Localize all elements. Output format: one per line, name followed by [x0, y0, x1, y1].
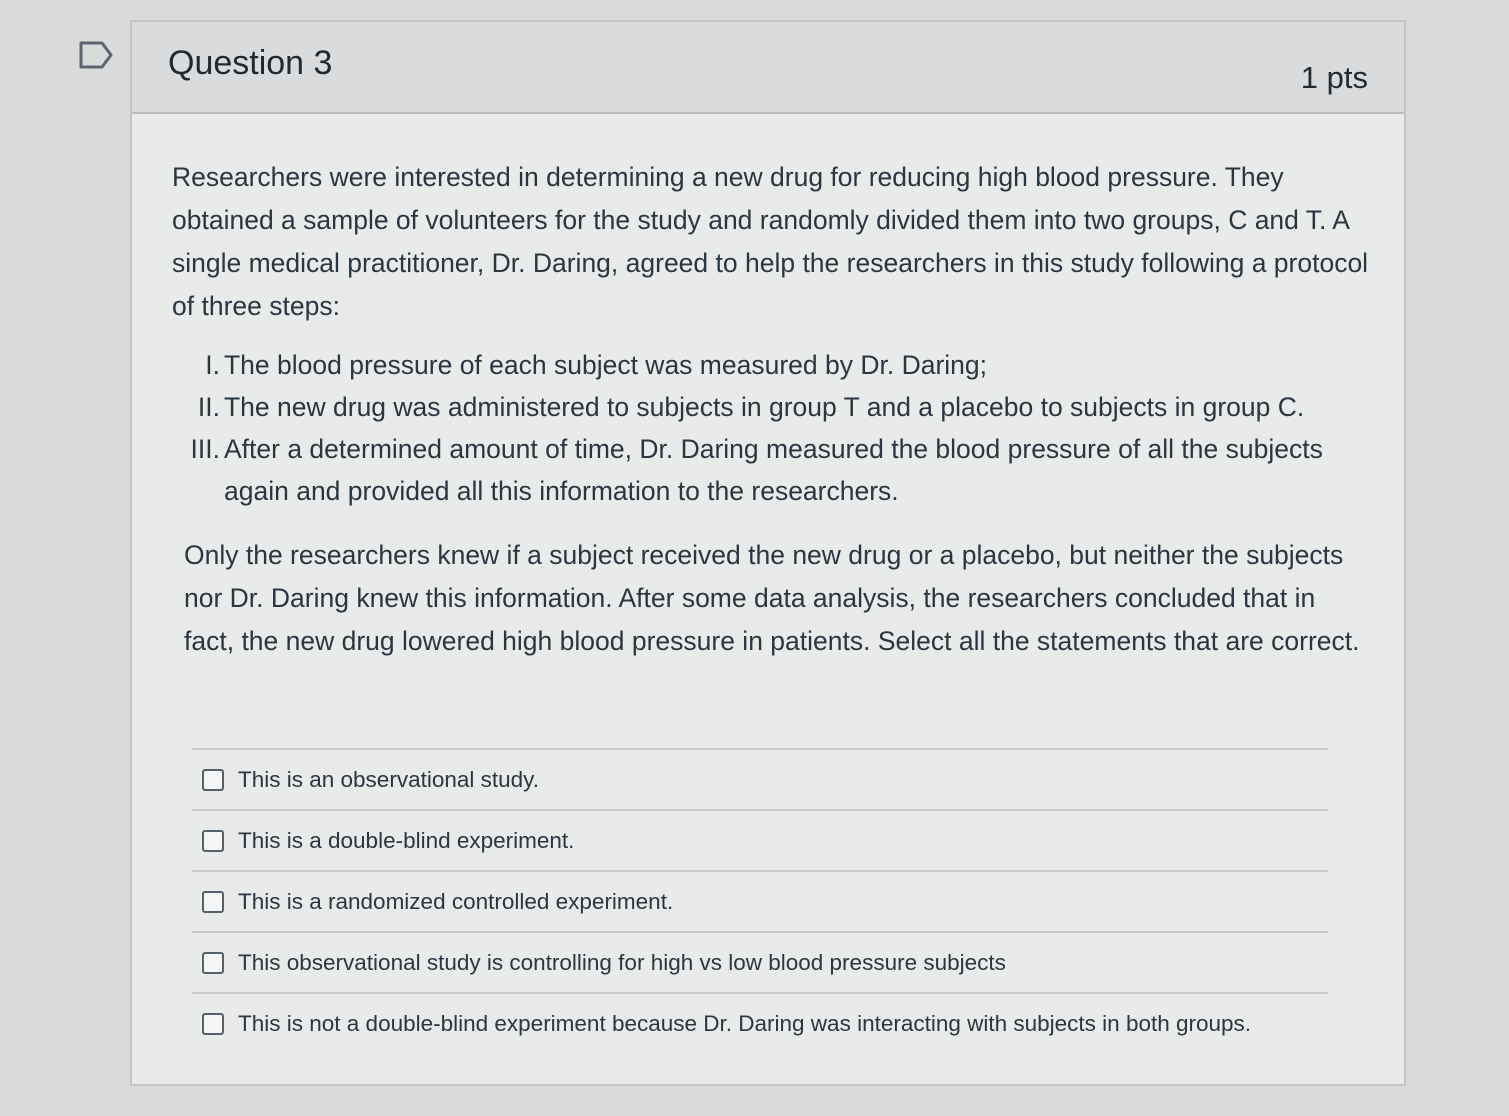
answer-checkbox[interactable] — [202, 891, 224, 913]
question-paragraph-intro: Researchers were interested in determining a new drug for reducing high blood pressure. They obtained a sample of volunteers for the study and randomly divided them into two groups, C and T. A single medical practitioner, Dr. Daring, agreed to help the researchers in this study following a protocol of three steps: — [172, 162, 1369, 321]
answer-option[interactable] — [192, 748, 1328, 809]
question-paragraph-conclusion: Only the researchers knew if a subject received the new drug or a placebo, but neither the subjects nor Dr. Daring knew this information. After some data analysis, the researchers concluded that in fact, the new drug lowered high blood pressure in patients. Select all the statements that are correct. — [184, 540, 1360, 656]
question-title: Question 3 — [168, 44, 333, 82]
answer-checkbox[interactable] — [202, 830, 224, 852]
answer-label[interactable]: This is not a double-blind experiment because Dr. Daring was interacting with subjects in both groups. — [238, 1010, 1252, 1036]
step-text: The new drug was administered to subjects in group T and a placebo to subjects in group C. — [224, 392, 1305, 422]
answer-checkbox[interactable] — [202, 769, 224, 791]
step-text: After a determined amount of time, Dr. Daring measured the blood pressure of all the subjects again and provided all this information to the researchers. — [224, 434, 1323, 506]
answer-checkbox[interactable] — [202, 1013, 224, 1035]
answer-option[interactable] — [192, 809, 1328, 870]
question-points: 1 pts — [1300, 60, 1368, 95]
answer-label[interactable]: This is an observational study. — [238, 766, 539, 792]
protocol-steps — [172, 344, 1372, 512]
step-number: I. — [205, 350, 220, 380]
answer-options — [192, 748, 1328, 1053]
step-text: The blood pressure of each subject was measured by Dr. Daring; — [224, 350, 988, 380]
answer-label[interactable]: This is a double-blind experiment. — [238, 827, 575, 853]
protocol-step — [172, 344, 1372, 386]
answer-option[interactable] — [192, 992, 1328, 1053]
question-card — [130, 20, 1406, 1086]
answer-label[interactable]: This is a randomized controlled experiment. — [238, 888, 674, 914]
protocol-step — [172, 428, 1372, 512]
question-text — [172, 156, 1372, 663]
answer-checkbox[interactable] — [202, 952, 224, 974]
question-header — [132, 22, 1404, 114]
protocol-step — [172, 386, 1372, 428]
flag-question-icon[interactable] — [78, 40, 114, 70]
step-number: II. — [197, 392, 220, 422]
answer-label[interactable]: This observational study is controlling for high vs low blood pressure subjects — [238, 949, 1006, 975]
answer-option[interactable] — [192, 931, 1328, 992]
step-number: III. — [190, 434, 220, 464]
answer-option[interactable] — [192, 870, 1328, 931]
